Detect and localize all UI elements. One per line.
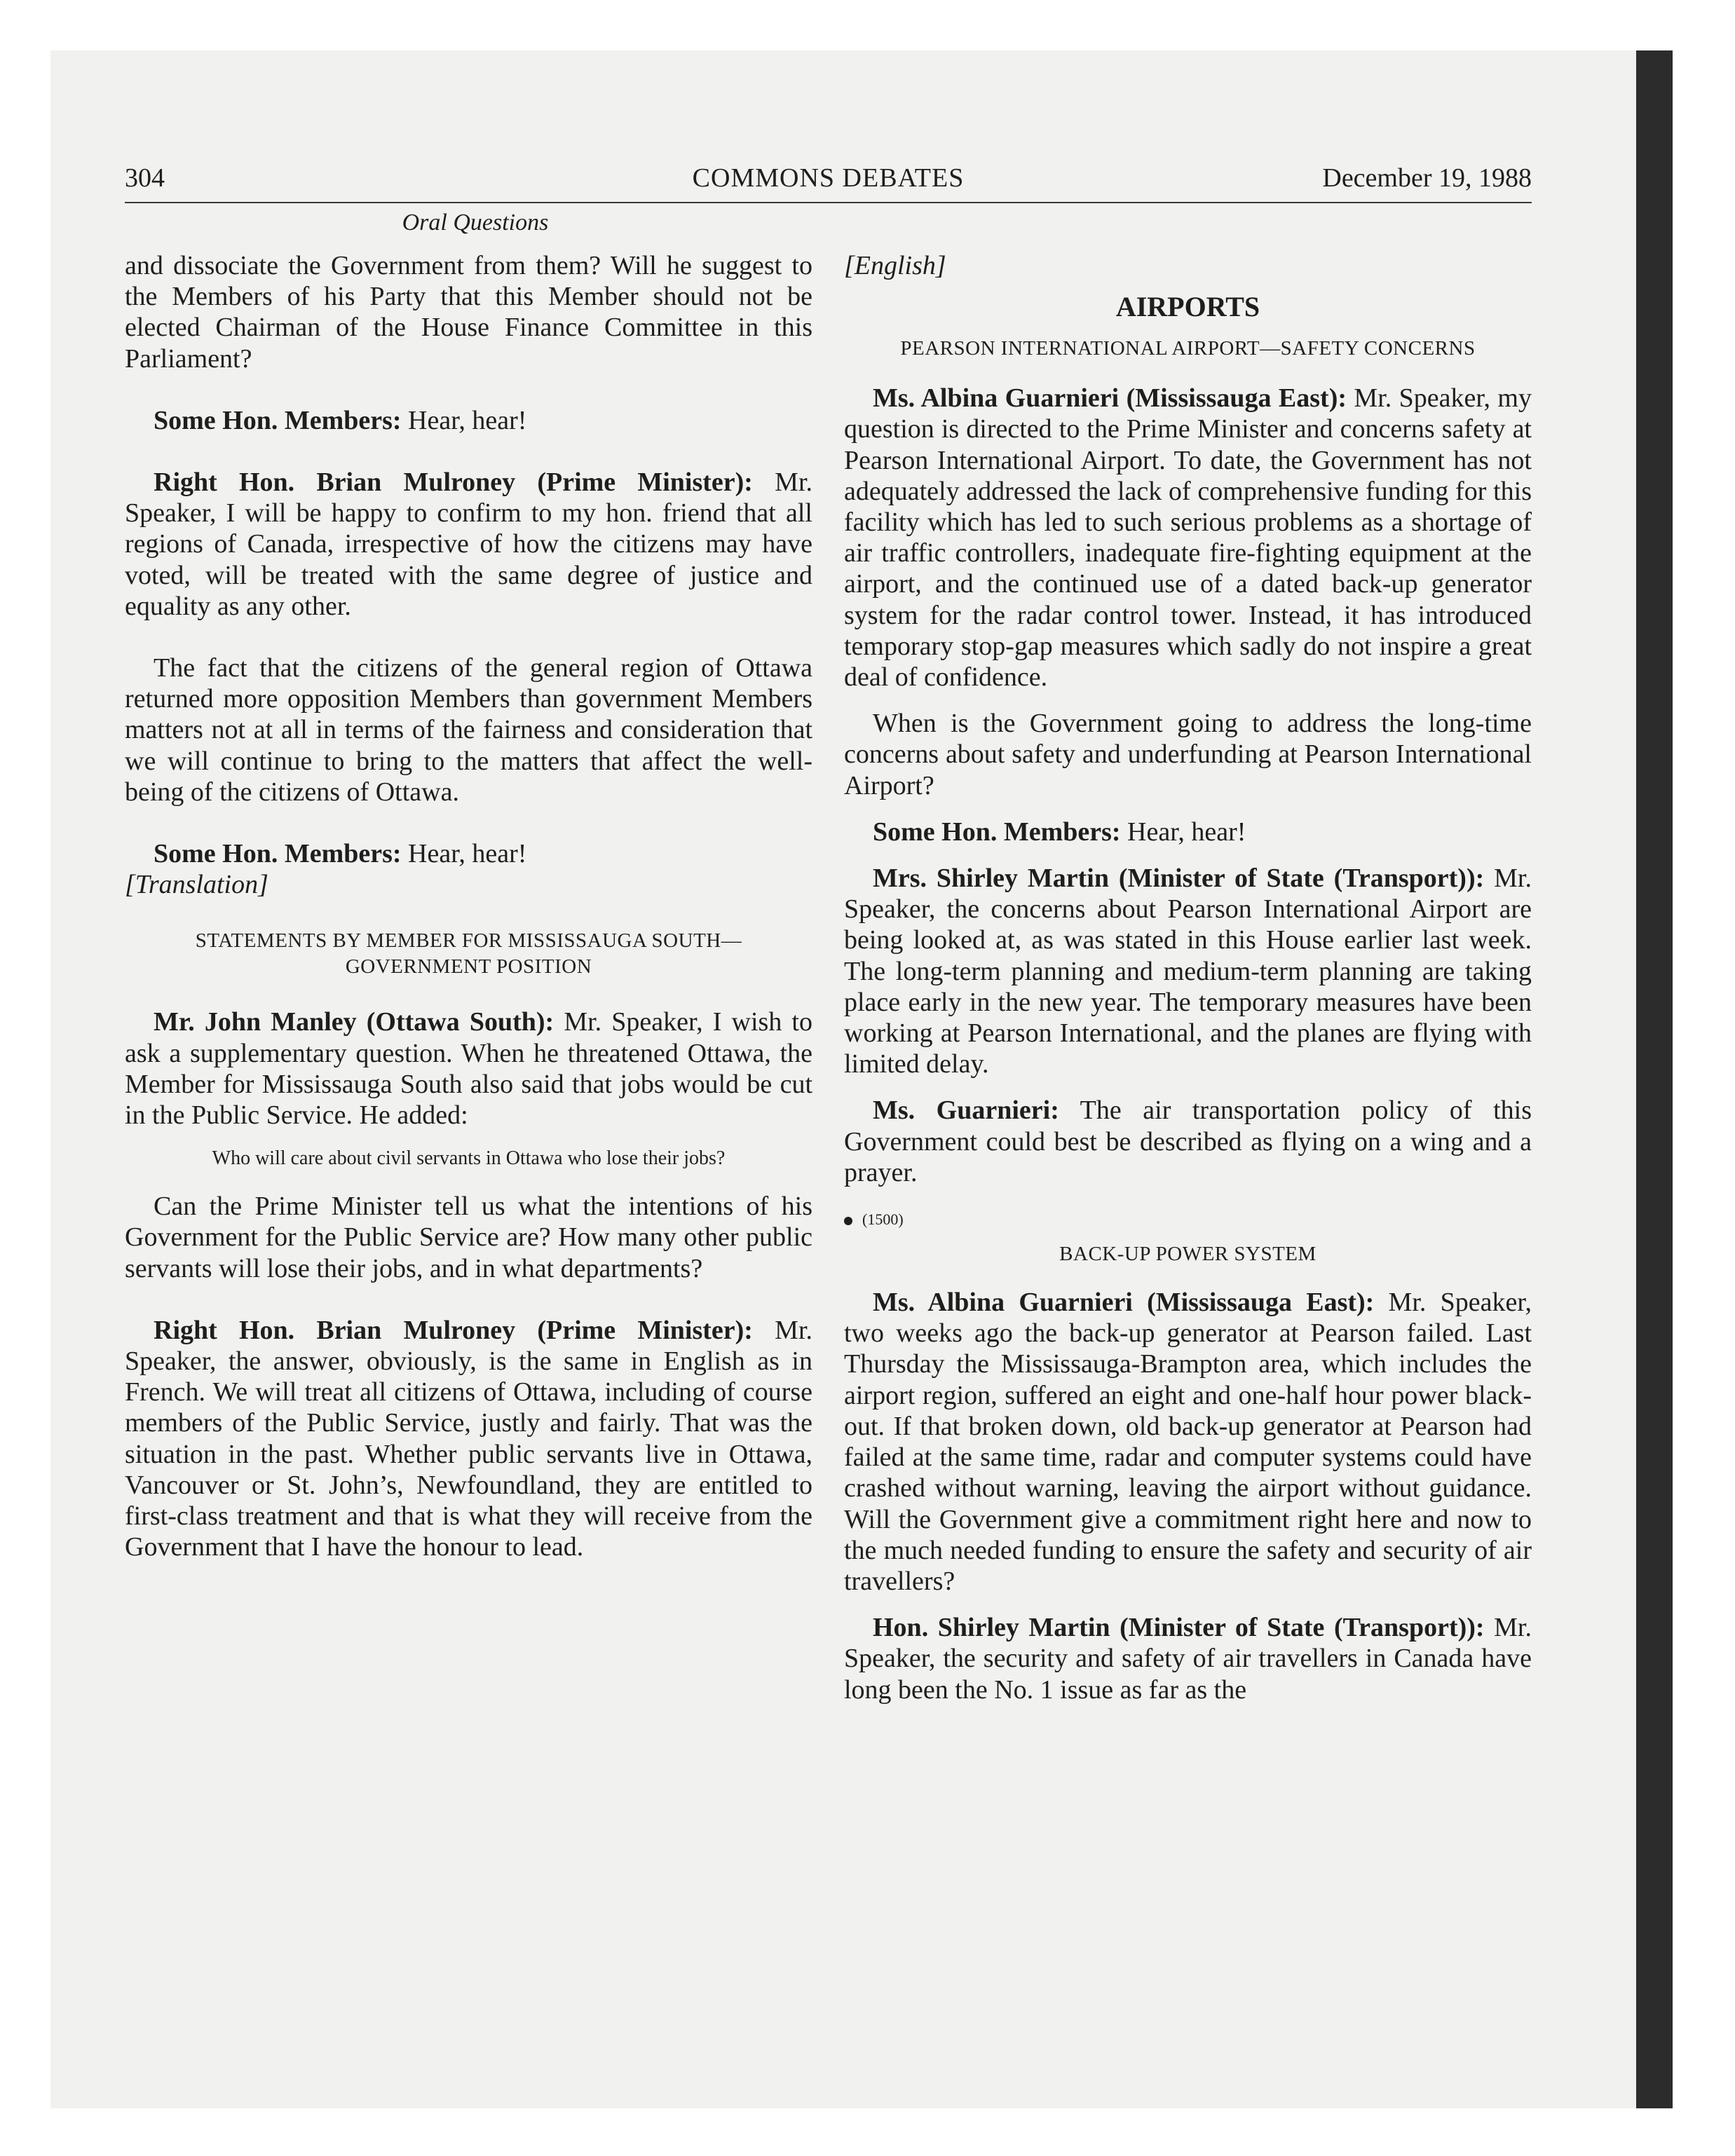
speech-text: Mr. Speaker, two weeks ago the back-up generator at Pearson failed. Last Thursday the Mississauga-Brampton area, which includes the airport region, suffered an eight and one-half hour power black-out. If that broken down, old back-up generator at Pearson had failed at the same time, radar and computer systems could have crashed without warning, leaving the airport without guidance. Will the Government give a commitment right here and now to the much needed funding to ensure the safety and security of air travellers?	[844, 1288, 1532, 1596]
speech	[125, 1007, 812, 1131]
speech-text: Hear, hear!	[401, 405, 527, 435]
speech	[844, 817, 1532, 847]
paragraph: When is the Government going to address the long-time concerns about safety and underfunding at Pearson International Airport?	[844, 709, 1532, 800]
publication-title: COMMONS DEBATES	[692, 163, 965, 193]
speech-text: Mr. Speaker, the security and safety of air travellers in Canada have long been the No. 1 issue as far as the	[844, 1613, 1532, 1705]
speech-text: Mr. Speaker, the answer, obviously, is the same in English as in French. We will treat all citizens of Ottawa, including of course members of the Public Service, justly and fairly. That was the situation in the past. Whether public servants live in Ottawa, Vancouver or St. John’s, Newfoundland, they are entitled to first-class treatment and that is what they will receive from the Government that I have the honour to lead.	[125, 1315, 812, 1562]
translation-tag: [Translation]	[125, 870, 268, 900]
left-column	[125, 250, 812, 1563]
speaker-name: Mrs. Shirley Martin (Minister of State (Transport)):	[873, 864, 1485, 894]
section-label: Oral Questions	[402, 210, 549, 236]
paragraph: Can the Prime Minister tell us what the intentions of his Government for the Public Service are? How many other public servants will lose their jobs, and in what departments?	[125, 1192, 812, 1283]
page-header	[125, 163, 1532, 203]
speaker-name: Ms. Albina Guarnieri (Mississauga East):	[873, 1288, 1375, 1318]
timestamp	[844, 1209, 1532, 1230]
speech	[844, 383, 1532, 692]
heading: AIRPORTS	[1115, 291, 1260, 323]
paragraph: and dissociate the Government from them? Will he suggest to the Members of his Party that this Member should not be elected Chairman of the House Finance Committee in this Parliament?	[125, 251, 812, 374]
speech-text: Hear, hear!	[401, 839, 527, 869]
speaker-name: Some Hon. Members:	[873, 817, 1121, 847]
speech	[844, 1612, 1532, 1705]
english-tag: [English]	[844, 251, 946, 280]
speech	[125, 1315, 812, 1563]
speaker-name: Mr. John Manley (Ottawa South):	[154, 1007, 554, 1037]
bullet-dot-icon	[844, 1217, 852, 1225]
right-column	[844, 250, 1532, 1705]
timestamp-text: (1500)	[862, 1210, 904, 1229]
speaker-name: Ms. Albina Guarnieri (Mississauga East):	[873, 383, 1347, 414]
speech	[125, 405, 812, 436]
speech	[844, 1095, 1532, 1188]
speech-text: Hear, hear!	[1120, 817, 1246, 847]
publication-date: December 19, 1988	[1322, 163, 1532, 193]
speech	[125, 838, 812, 869]
speech-text: The air transportation policy of this Government could best be described as flying on a wing and a prayer.	[844, 1096, 1532, 1187]
speech	[844, 1287, 1532, 1597]
subheading: STATEMENTS BY MEMBER FOR MISSISSAUGA SOUTH—GOVERNMENT POSITION	[195, 929, 742, 978]
speaker-name: Right Hon. Brian Mulroney (Prime Minister):	[154, 1315, 753, 1345]
speaker-name: Right Hon. Brian Mulroney (Prime Minister):	[154, 468, 753, 498]
quotation: Who will care about civil servants in Ottawa who lose their jobs?	[212, 1147, 726, 1170]
speech-text: Mr. Speaker, my question is directed to the Prime Minister and concerns safety at Pearson International Airport. To date, the Government has not adequately addressed the lack of comprehensive funding for this facility which has led to such serious problems as a shortage of air traffic controllers, inadequate fire-fighting equipment at the airport, and the continued use of a dated back-up generator system for the radar control tower. Instead, it has introduced temporary stop-gap measures which sadly do not inspire a great deal of confidence.	[844, 383, 1532, 692]
paragraph: The fact that the citizens of the general region of Ottawa returned more opposition Members than government Members matters not at all in terms of the fairness and consideration that we will continue to bring to the matters that affect the well-being of the citizens of Ottawa.	[125, 653, 812, 807]
speaker-name: Hon. Shirley Martin (Minister of State (Transport)):	[873, 1613, 1485, 1643]
speech	[125, 467, 812, 622]
speaker-name: Some Hon. Members:	[154, 839, 402, 869]
speaker-name: Ms. Guarnieri:	[873, 1096, 1059, 1126]
speech-text: Mr. Speaker, I wish to ask a supplementary question. When he threatened Ottawa, the Member for Mississauga South also said that jobs would be cut in the Public Service. He added:	[125, 1007, 812, 1131]
speech-text: Mr. Speaker, the concerns about Pearson International Airport are being looked at, as was stated in this House earlier last week. The long-term planning and medium-term planning are taking place early in the new year. The temporary measures have been working at Pearson International, and the planes are flying with limited delay.	[844, 864, 1532, 1079]
speech	[844, 863, 1532, 1079]
scan-edge-bar	[1636, 50, 1673, 2108]
page-number: 304	[125, 163, 165, 193]
speech-text: Mr. Speaker, I will be happy to confirm to my hon. friend that all regions of Canada, irrespective of how the citizens may have voted, will be treated with the same degree of justice and equality as any other.	[125, 468, 812, 621]
subheading: PEARSON INTERNATIONAL AIRPORT—SAFETY CONCERNS	[900, 337, 1476, 360]
speaker-name: Some Hon. Members:	[154, 405, 402, 435]
subheading: BACK-UP POWER SYSTEM	[1059, 1243, 1316, 1266]
